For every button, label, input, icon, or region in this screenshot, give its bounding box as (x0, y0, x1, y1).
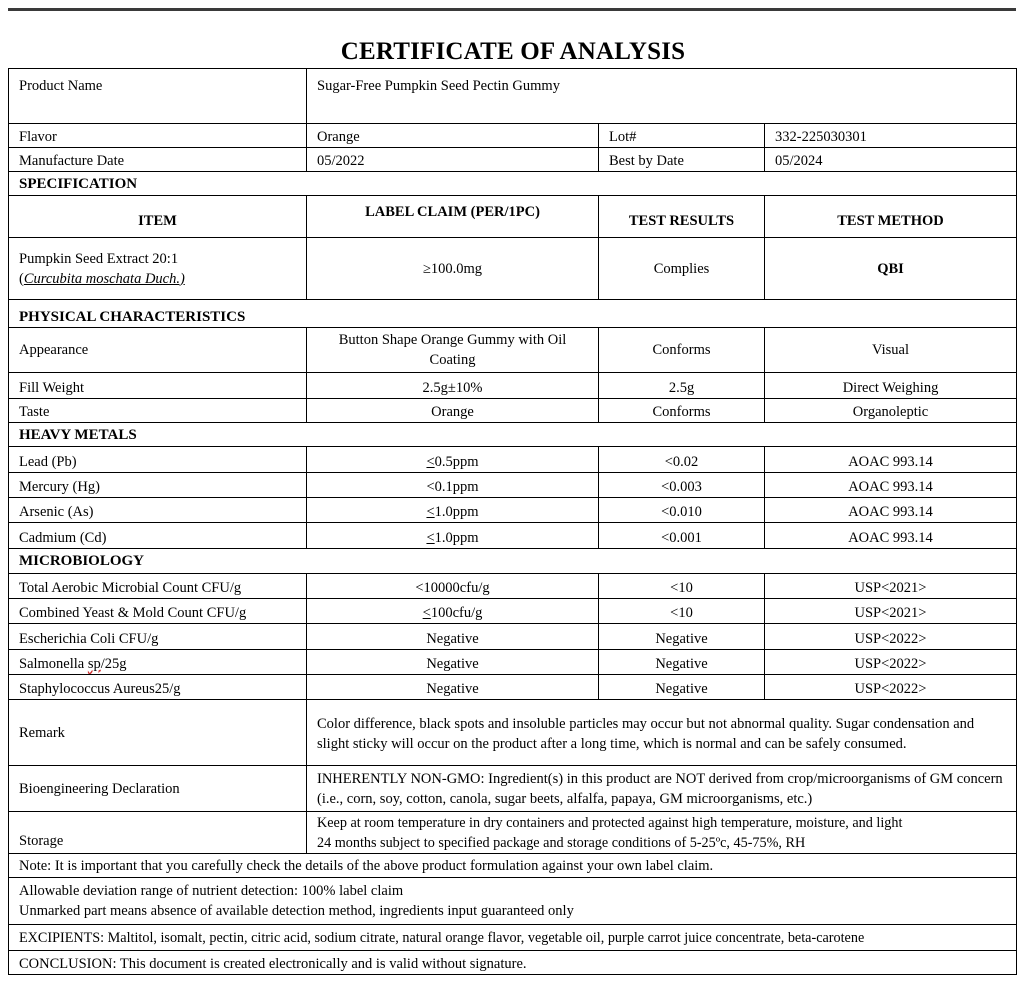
storage-row (9, 812, 1017, 854)
deviation-line-1: Allowable deviation range of nutrient detection: 100% label claim (19, 883, 404, 899)
storage-line-1: Keep at room temperature in dry containers and protected against high temperature, moisture, and light (317, 814, 903, 831)
metal-result: <0.003 (599, 473, 765, 498)
metal-claim-value: 1.0ppm (434, 504, 479, 520)
spec-item-row (9, 238, 1017, 300)
micro-item: Total Aerobic Microbial Count CFU/g (9, 574, 307, 599)
remark-row (9, 700, 1017, 766)
spec-item-latin-line (19, 269, 296, 289)
micro-result: Negative (599, 650, 765, 675)
metal-result: <0.02 (599, 447, 765, 473)
deviation-row (9, 878, 1017, 925)
header-item: ITEM (9, 196, 307, 238)
micro-claim-value: 100cfu/g (430, 605, 483, 621)
le-symbol: < (426, 504, 435, 520)
metal-item: Mercury (Hg) (9, 473, 307, 498)
metal-claim (307, 498, 599, 523)
spec-item-name: Pumpkin Seed Extract 20:1 (19, 250, 179, 267)
physical-heading: PHYSICAL CHARACTERISTICS (9, 300, 1017, 328)
bioengineering-row (9, 766, 1017, 812)
header-test-results: TEST RESULTS (599, 196, 765, 238)
table-row (9, 473, 1017, 498)
metal-method: AOAC 993.14 (765, 498, 1017, 523)
micro-result: Negative (599, 624, 765, 650)
table-row (9, 650, 1017, 675)
physical-item: Fill Weight (9, 373, 307, 399)
flavor-row (9, 124, 1017, 148)
spec-method: QBI (765, 238, 1017, 300)
table-row (9, 599, 1017, 624)
bioengineering-label: Bioengineering Declaration (9, 766, 307, 812)
metal-claim (307, 447, 599, 473)
table-row (9, 373, 1017, 399)
micro-method: USP<2022> (765, 624, 1017, 650)
metal-method: AOAC 993.14 (765, 523, 1017, 549)
table-row (9, 624, 1017, 650)
micro-method: USP<2021> (765, 574, 1017, 599)
micro-method: USP<2022> (765, 650, 1017, 675)
micro-result: Negative (599, 675, 765, 700)
table-row (9, 523, 1017, 549)
metal-result: <0.001 (599, 523, 765, 549)
specification-section-row (9, 172, 1017, 196)
micro-item: Staphylococcus Aureus25/g (9, 675, 307, 700)
micro-item-a: Salmonella (19, 656, 88, 672)
product-name-value: Sugar-Free Pumpkin Seed Pectin Gummy (307, 69, 1017, 124)
header-label-claim: LABEL CLAIM (PER/1PC) (307, 196, 599, 238)
metal-claim-value: 0.1ppm (434, 479, 479, 495)
table-row (9, 498, 1017, 523)
top-rule (8, 8, 1016, 11)
micro-claim: Negative (307, 650, 599, 675)
micro-method: USP<2022> (765, 675, 1017, 700)
micro-claim: <10000cfu/g (307, 574, 599, 599)
coa-table (8, 68, 1017, 975)
le-symbol: < (422, 605, 431, 621)
micro-claim: Negative (307, 675, 599, 700)
microbiology-section-row (9, 549, 1017, 574)
heavy-metals-heading: HEAVY METALS (9, 423, 1017, 447)
lot-value: 332-225030301 (765, 124, 1017, 148)
excipients-text: EXCIPIENTS: Maltitol, isomalt, pectin, citric acid, sodium citrate, natural orange flavor, vegetable oil, purple carrot juice concentrate, beta-carotene (9, 925, 1017, 951)
microbiology-heading: MICROBIOLOGY (9, 549, 1017, 574)
heavy-metals-section-row (9, 423, 1017, 447)
flavor-value: Orange (307, 124, 599, 148)
spec-item-cell (9, 238, 307, 300)
product-name-label: Product Name (9, 69, 307, 124)
metal-item: Arsenic (As) (9, 498, 307, 523)
spec-header-row (9, 196, 1017, 238)
flavor-label: Flavor (9, 124, 307, 148)
bioengineering-text: INHERENTLY NON-GMO: Ingredient(s) in this product are NOT derived from crop/microorganisms of GM concern (i.e., corn, soy, cotton, canola, sugar beets, alfalfa, papaya, GM microorganisms, etc.) (307, 766, 1017, 812)
physical-result: 2.5g (599, 373, 765, 399)
storage-line-2: 24 months subject to specified package and storage conditions of 5-25ºc, 45-75%, RH (317, 834, 806, 851)
remark-text: Color difference, black spots and insoluble particles may occur but not abnormal quality. Sugar condensation and slight sticky will occur on the product after a long time, which is normal and can be safely consumed. (307, 700, 1017, 766)
metal-method: AOAC 993.14 (765, 447, 1017, 473)
metal-method: AOAC 993.14 (765, 473, 1017, 498)
conclusion-text: CONCLUSION: This document is created electronically and is valid without signature. (9, 951, 1017, 975)
note-text: Note: It is important that you carefully check the details of the above product formulation against your own label claim. (9, 854, 1017, 878)
metal-result: <0.010 (599, 498, 765, 523)
micro-claim (307, 599, 599, 624)
micro-item (9, 650, 307, 675)
product-name-row (9, 69, 1017, 124)
conclusion-row (9, 951, 1017, 975)
spec-claim: ≥100.0mg (307, 238, 599, 300)
table-row (9, 675, 1017, 700)
micro-item-c: /25g (100, 656, 127, 672)
physical-method: Organoleptic (765, 399, 1017, 423)
table-row (9, 399, 1017, 423)
spec-result: Complies (599, 238, 765, 300)
physical-result: Conforms (599, 399, 765, 423)
micro-result: <10 (599, 574, 765, 599)
storage-label: Storage (9, 812, 307, 854)
manufacture-date-label: Manufacture Date (9, 148, 307, 172)
micro-method: USP<2021> (765, 599, 1017, 624)
lt-symbol: < (426, 479, 435, 495)
table-row (9, 447, 1017, 473)
metal-claim (307, 473, 599, 498)
best-by-date-value: 05/2024 (765, 148, 1017, 172)
metal-claim-value: 0.5ppm (434, 454, 479, 470)
metal-claim (307, 523, 599, 549)
best-by-date-label: Best by Date (599, 148, 765, 172)
table-row (9, 328, 1017, 373)
manufacture-date-value: 05/2022 (307, 148, 599, 172)
physical-method: Direct Weighing (765, 373, 1017, 399)
document-title: CERTIFICATE OF ANALYSIS (340, 38, 686, 65)
micro-item: Escherichia Coli CFU/g (9, 624, 307, 650)
table-row (9, 574, 1017, 599)
storage-text (307, 812, 1017, 854)
physical-claim: 2.5g±10% (307, 373, 599, 399)
physical-section-row (9, 300, 1017, 328)
micro-result: <10 (599, 599, 765, 624)
physical-method: Visual (765, 328, 1017, 373)
note-row (9, 854, 1017, 878)
physical-item: Appearance (9, 328, 307, 373)
metal-item: Cadmium (Cd) (9, 523, 307, 549)
specification-heading: SPECIFICATION (9, 172, 1017, 196)
micro-item-sp: sp (87, 656, 101, 672)
physical-claim: Orange (307, 399, 599, 423)
spec-item-latin: Curcubita moschata Duch.) (23, 270, 185, 287)
physical-item: Taste (9, 399, 307, 423)
deviation-text (9, 878, 1017, 925)
header-test-method: TEST METHOD (765, 196, 1017, 238)
date-row (9, 148, 1017, 172)
metal-item: Lead (Pb) (9, 447, 307, 473)
physical-claim: Button Shape Orange Gummy with Oil Coating (307, 328, 599, 373)
le-symbol: < (426, 530, 435, 546)
excipients-row (9, 925, 1017, 951)
lot-label: Lot# (599, 124, 765, 148)
micro-claim: Negative (307, 624, 599, 650)
physical-result: Conforms (599, 328, 765, 373)
remark-label: Remark (9, 700, 307, 766)
deviation-line-2: Unmarked part means absence of available detection method, ingredients input guaranteed only (19, 903, 574, 919)
micro-item: Combined Yeast & Mold Count CFU/g (9, 599, 307, 624)
le-symbol: < (426, 454, 435, 470)
metal-claim-value: 1.0ppm (434, 530, 479, 546)
spec-item-latin-paren: ( (19, 270, 24, 287)
